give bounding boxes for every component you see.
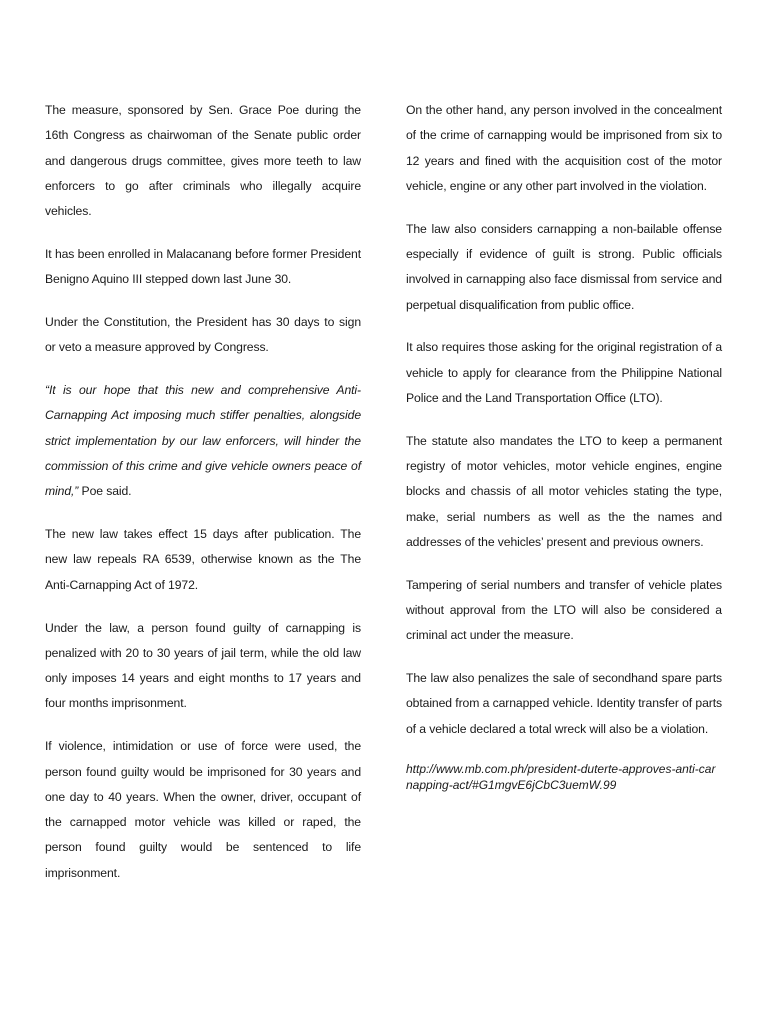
article-paragraph: It has been enrolled in Malacanang before former President Benigno Aquino III stepped down last June 30. bbox=[45, 246, 361, 287]
source-link[interactable]: http://www.mb.com.ph/president-duterte-approves-anti-carnapping-act/#G1mgvE6jCbC3uemW.99 bbox=[406, 761, 716, 792]
article-paragraph: It also requires those asking for the original registration of a vehicle to apply for clearance from the Philippine National Police and the Land Transportation Office (LTO). bbox=[406, 340, 722, 405]
article-paragraph: Under the law, a person found guilty of carnapping is penalized with 20 to 30 years of jail term, while the old law only imposes 14 years and eight months to 17 years and four months imprisonment. bbox=[45, 620, 361, 711]
quote-paragraph bbox=[45, 378, 361, 504]
article-paragraph: Under the Constitution, the President has 30 days to sign or veto a measure approved by Congress. bbox=[45, 315, 361, 355]
poe-quote: “It is our hope that this new and comprehensive Anti-Carnapping Act imposing much stiffer penalties, alongside strict implementation by our law enforcers, will hinder the commission of this crime and give vehicle owners peace of mind,” bbox=[45, 383, 361, 499]
article-paragraph: The law also considers carnapping a non-bailable offense especially if evidence of guilt is strong. Public officials involved in carnapping also face dismissal from service and perpetual disqualification from public office. bbox=[406, 221, 722, 312]
article-paragraph: The law also penalizes the sale of secondhand spare parts obtained from a carnapped vehicle. Identity transfer of parts of a vehicle declared a total wreck will also be a violation. bbox=[406, 671, 722, 736]
left-column bbox=[45, 98, 361, 904]
right-column bbox=[406, 98, 722, 793]
article-paragraph: Tampering of serial numbers and transfer of vehicle plates without approval from the LTO will also be considered a criminal act under the measure. bbox=[406, 577, 722, 643]
quote-attribution: Poe said. bbox=[78, 484, 132, 499]
article-paragraph: On the other hand, any person involved in the concealment of the crime of carnapping would be imprisoned from six to 12 years and fined with the acquisition cost of the motor vehicle, engine or any other part involved in the violation. bbox=[406, 103, 722, 193]
article-paragraph: The new law takes effect 15 days after publication. The new law repeals RA 6539, otherwise known as the The Anti-Carnapping Act of 1972. bbox=[45, 527, 361, 592]
article-paragraph: The measure, sponsored by Sen. Grace Poe during the 16th Congress as chairwoman of the Senate public order and dangerous drugs committee, gives more teeth to law enforcers to go after criminals who illegally acquire vehicles. bbox=[45, 103, 361, 219]
article-paragraph: The statute also mandates the LTO to keep a permanent registry of motor vehicles, motor vehicle engines, engine blocks and chassis of all motor vehicles stating the type, make, serial numbers as well as the the names and addresses of the vehicles’ present and previous owners. bbox=[406, 433, 722, 549]
source-link-paragraph bbox=[406, 760, 722, 793]
article-paragraph: If violence, intimidation or use of force were used, the person found guilty would be imprisoned for 30 years and one day to 40 years. When the owner, driver, occupant of the carnapped motor vehicle was killed or raped, the person found guilty would be sentenced to life imprisonment. bbox=[45, 739, 361, 880]
